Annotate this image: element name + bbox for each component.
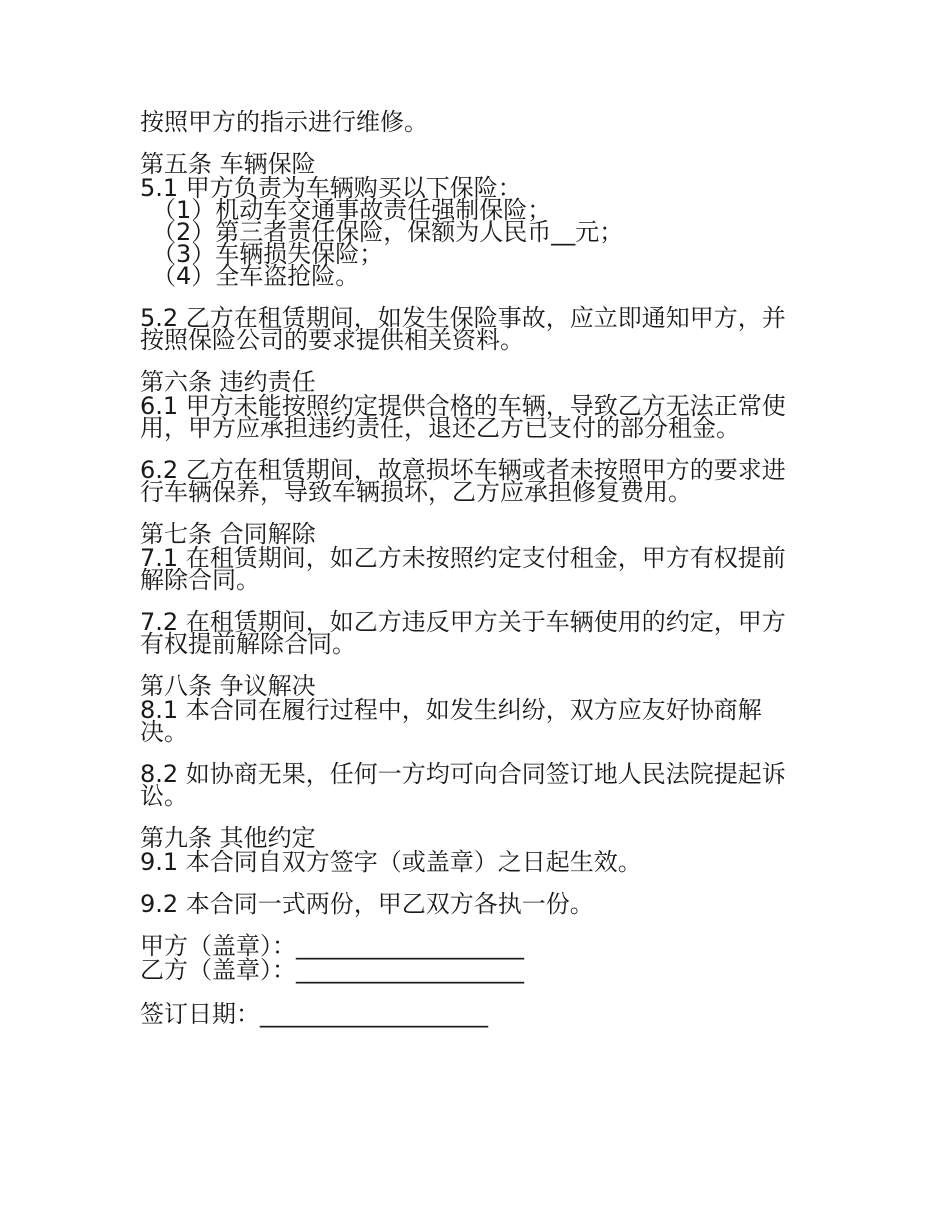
article-7-1-text-line2: 解除合同。 bbox=[140, 566, 260, 594]
article-7-title: 第七条 合同解除 bbox=[140, 520, 316, 548]
article-8-1-text-line2: 决。 bbox=[140, 718, 188, 746]
list-item: （4）全车盗抢险。 bbox=[152, 262, 360, 290]
list-item: （1）机动车交通事故责任强制保险； bbox=[152, 196, 552, 224]
article-7-2-text-line2: 有权提前解除合同。 bbox=[140, 630, 356, 658]
intro-tail-text: 按照甲方的指示进行维修。 bbox=[140, 108, 428, 136]
signing-date-line: 签订日期：___________________ bbox=[140, 1000, 488, 1028]
party-b-signature-line: 乙方（盖章）：___________________ bbox=[140, 956, 524, 984]
party-a-signature-line: 甲方（盖章）：___________________ bbox=[140, 932, 524, 960]
article-6-2-text-line1: 6.2 乙方在租赁期间，故意损坏车辆或者未按照甲方的要求进 bbox=[140, 456, 786, 484]
article-7-2-text-line1: 7.2 在租赁期间，如乙方违反甲方关于车辆使用的约定，甲方 bbox=[140, 608, 786, 636]
article-6-title: 第六条 违约责任 bbox=[140, 368, 316, 396]
article-8-2-text-line2: 讼。 bbox=[140, 782, 188, 810]
article-5-2-text-line2: 按照保险公司的要求提供相关资料。 bbox=[140, 326, 524, 354]
article-8-title: 第八条 争议解决 bbox=[140, 672, 316, 700]
article-9-1-text: 9.1 本合同自双方签字（或盖章）之日起生效。 bbox=[140, 848, 642, 876]
article-8-1-text-line1: 8.1 本合同在履行过程中，如发生纠纷，双方应友好协商解 bbox=[140, 696, 762, 724]
article-9-title: 第九条 其他约定 bbox=[140, 824, 316, 852]
article-5-1-text: 5.1 甲方负责为车辆购买以下保险： bbox=[140, 174, 522, 202]
article-6-1-text-line2: 用，甲方应承担违约责任，退还乙方已支付的部分租金。 bbox=[140, 414, 740, 442]
article-8-2-text-line1: 8.2 如协商无果，任何一方均可向合同签订地人民法院提起诉 bbox=[140, 760, 786, 788]
list-item: （3）车辆损失保险； bbox=[152, 240, 384, 268]
article-9-2-text: 9.2 本合同一式两份，甲乙双方各执一份。 bbox=[140, 890, 594, 918]
article-6-2-text-line2: 行车辆保养，导致车辆损坏，乙方应承担修复费用。 bbox=[140, 478, 692, 506]
article-6-1-text-line1: 6.1 甲方未能按照约定提供合格的车辆，导致乙方无法正常使 bbox=[140, 392, 786, 420]
article-5-title: 第五条 车辆保险 bbox=[140, 150, 316, 178]
article-7-1-text-line1: 7.1 在租赁期间，如乙方未按照约定支付租金，甲方有权提前 bbox=[140, 544, 786, 572]
list-item: （2）第三者责任保险，保额为人民币__元； bbox=[152, 218, 624, 246]
article-5-2-text-line1: 5.2 乙方在租赁期间，如发生保险事故，应立即通知甲方，并 bbox=[140, 304, 786, 332]
